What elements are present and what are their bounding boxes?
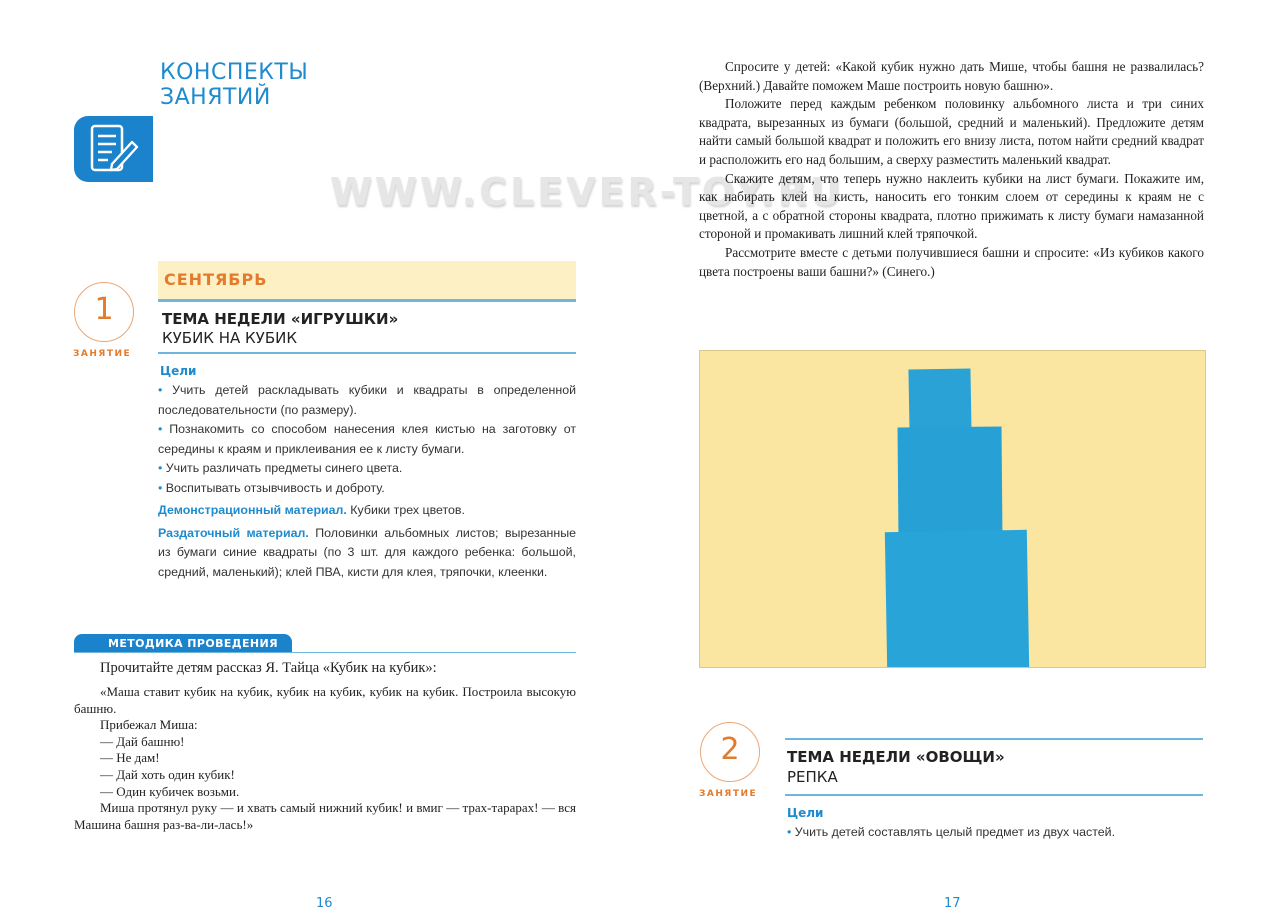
divider	[785, 794, 1203, 796]
lesson-title: КУБИК НА КУБИК	[162, 329, 297, 347]
divider	[74, 652, 576, 653]
right-page-text	[699, 58, 1204, 281]
demo-material-text: Кубики трех цветов.	[350, 503, 465, 517]
medium-square	[898, 427, 1003, 540]
month-label: СЕНТЯБРЬ	[164, 270, 268, 289]
lesson-2-details	[787, 806, 1205, 843]
method-text	[74, 659, 576, 833]
divider	[785, 738, 1203, 740]
story-paragraph: — Не дам!	[100, 750, 160, 766]
story-paragraph: «Маша ставит кубик на кубик, кубик на кубик, кубик на кубик. Построила высокую башню.	[74, 684, 576, 716]
document-pen-icon	[74, 116, 153, 182]
lesson-label: ЗАНЯТИЕ	[699, 789, 758, 799]
lesson-number: 2	[720, 732, 740, 767]
handout-material-text: Половинки альбомных листов; вырезанные из бумаги синие квадраты (по 3 шт. для каждого ребенка: большой, средний, маленький); клей ПВА, кисти для клея, тряпочки, клеенки.	[158, 525, 576, 579]
story-text	[74, 684, 576, 833]
story-paragraph: — Дай башню!	[100, 733, 185, 749]
story-paragraph: — Дай хоть один кубик!	[100, 766, 235, 782]
handout-material	[158, 524, 576, 583]
goals-heading: Цели	[787, 806, 824, 820]
lesson-number: 1	[94, 292, 114, 327]
lesson-2-badge	[700, 722, 760, 782]
watermark: WWW.CLEVER-TOY.RU	[330, 170, 844, 214]
goals-list	[158, 381, 576, 498]
blue-paper-tower-photo	[699, 350, 1206, 668]
divider	[158, 352, 576, 354]
paragraph: Скажите детям, что теперь нужно наклеить кубики на лист бумаги. Покажите им, как набирать клей на кисть, наносить его тонким слоем от середины к краям не с цветной, а с обратной стороны квадрата, плотно прижимать к листу бумаги намазанной стороной и промакивать лишний клей тряпочкой.	[699, 170, 1204, 242]
goal-item: • Учить детей раскладывать кубики и квадраты в определенной последовательности (по размеру).	[158, 383, 577, 417]
demo-material	[158, 501, 576, 521]
small-square	[908, 368, 971, 433]
section-title-line2: ЗАНЯТИЙ	[160, 85, 271, 110]
story-paragraph: Миша протянул руку — и хвать самый нижний кубик! и вмиг — трах-тарарах! — вся Машина башня раз-ва-ли-лась!»	[74, 800, 576, 832]
section-title-line1: КОНСПЕКТЫ	[160, 60, 309, 85]
page-number-right: 17	[944, 896, 961, 911]
goal-item: • Познакомить со способом нанесения клея кистью на заготовку от середины к краям и приклеивания ее к листу бумаги.	[158, 422, 576, 456]
lesson-1-badge	[74, 282, 134, 342]
lesson-label: ЗАНЯТИЕ	[73, 349, 132, 359]
lesson-title: РЕПКА	[787, 768, 838, 786]
page-number-left: 16	[316, 896, 333, 911]
goal-item: • Воспитывать отзывчивость и доброту.	[158, 480, 385, 495]
method-heading: МЕТОДИКА ПРОВЕДЕНИЯ	[108, 637, 278, 650]
story-paragraph: — Один кубичек возьми.	[100, 783, 240, 799]
section-title	[160, 60, 308, 110]
lesson-theme: ТЕМА НЕДЕЛИ «ОВОЩИ»	[787, 748, 1005, 766]
lesson-theme: ТЕМА НЕДЕЛИ «ИГРУШКИ»	[162, 310, 399, 328]
paragraph: Положите перед каждым ребенком половинку альбомного листа и три синих квадрата, вырезанных из бумаги (большой, средний и маленький). Предложите детям найти самый большой квадрат и положить его внизу листа, потом найти средний квадрат и расположить его над большим, а сверху разместить маленький квадрат.	[699, 96, 1204, 167]
story-paragraph: Прибежал Миша:	[100, 717, 198, 733]
month-bar	[158, 261, 576, 302]
lesson-1-details	[158, 364, 576, 582]
demo-material-label: Демонстрационный материал.	[158, 503, 347, 517]
goal-item: • Учить различать предметы синего цвета.	[158, 461, 403, 475]
handout-material-label: Раздаточный материал.	[158, 525, 309, 540]
lesson-number-circle	[700, 722, 760, 782]
large-square	[885, 530, 1029, 668]
goals-heading: Цели	[160, 364, 197, 378]
paragraph: Рассмотрите вместе с детьми получившиеся башни и спросите: «Из кубиков какого цвета построены ваши башни?» (Синего.)	[699, 244, 1204, 279]
intro-text: Прочитайте детям рассказ Я. Тайца «Кубик на кубик»:	[100, 660, 437, 676]
method-heading-tab	[74, 634, 292, 653]
lesson-number-circle	[74, 282, 134, 342]
goal-item: • Учить детей составлять целый предмет из двух частей.	[787, 825, 1116, 839]
paragraph: Спросите у детей: «Какой кубик нужно дать Мише, чтобы башня не развалилась? (Верхний.) Давайте поможем Маше построить новую башню».	[699, 59, 1204, 93]
